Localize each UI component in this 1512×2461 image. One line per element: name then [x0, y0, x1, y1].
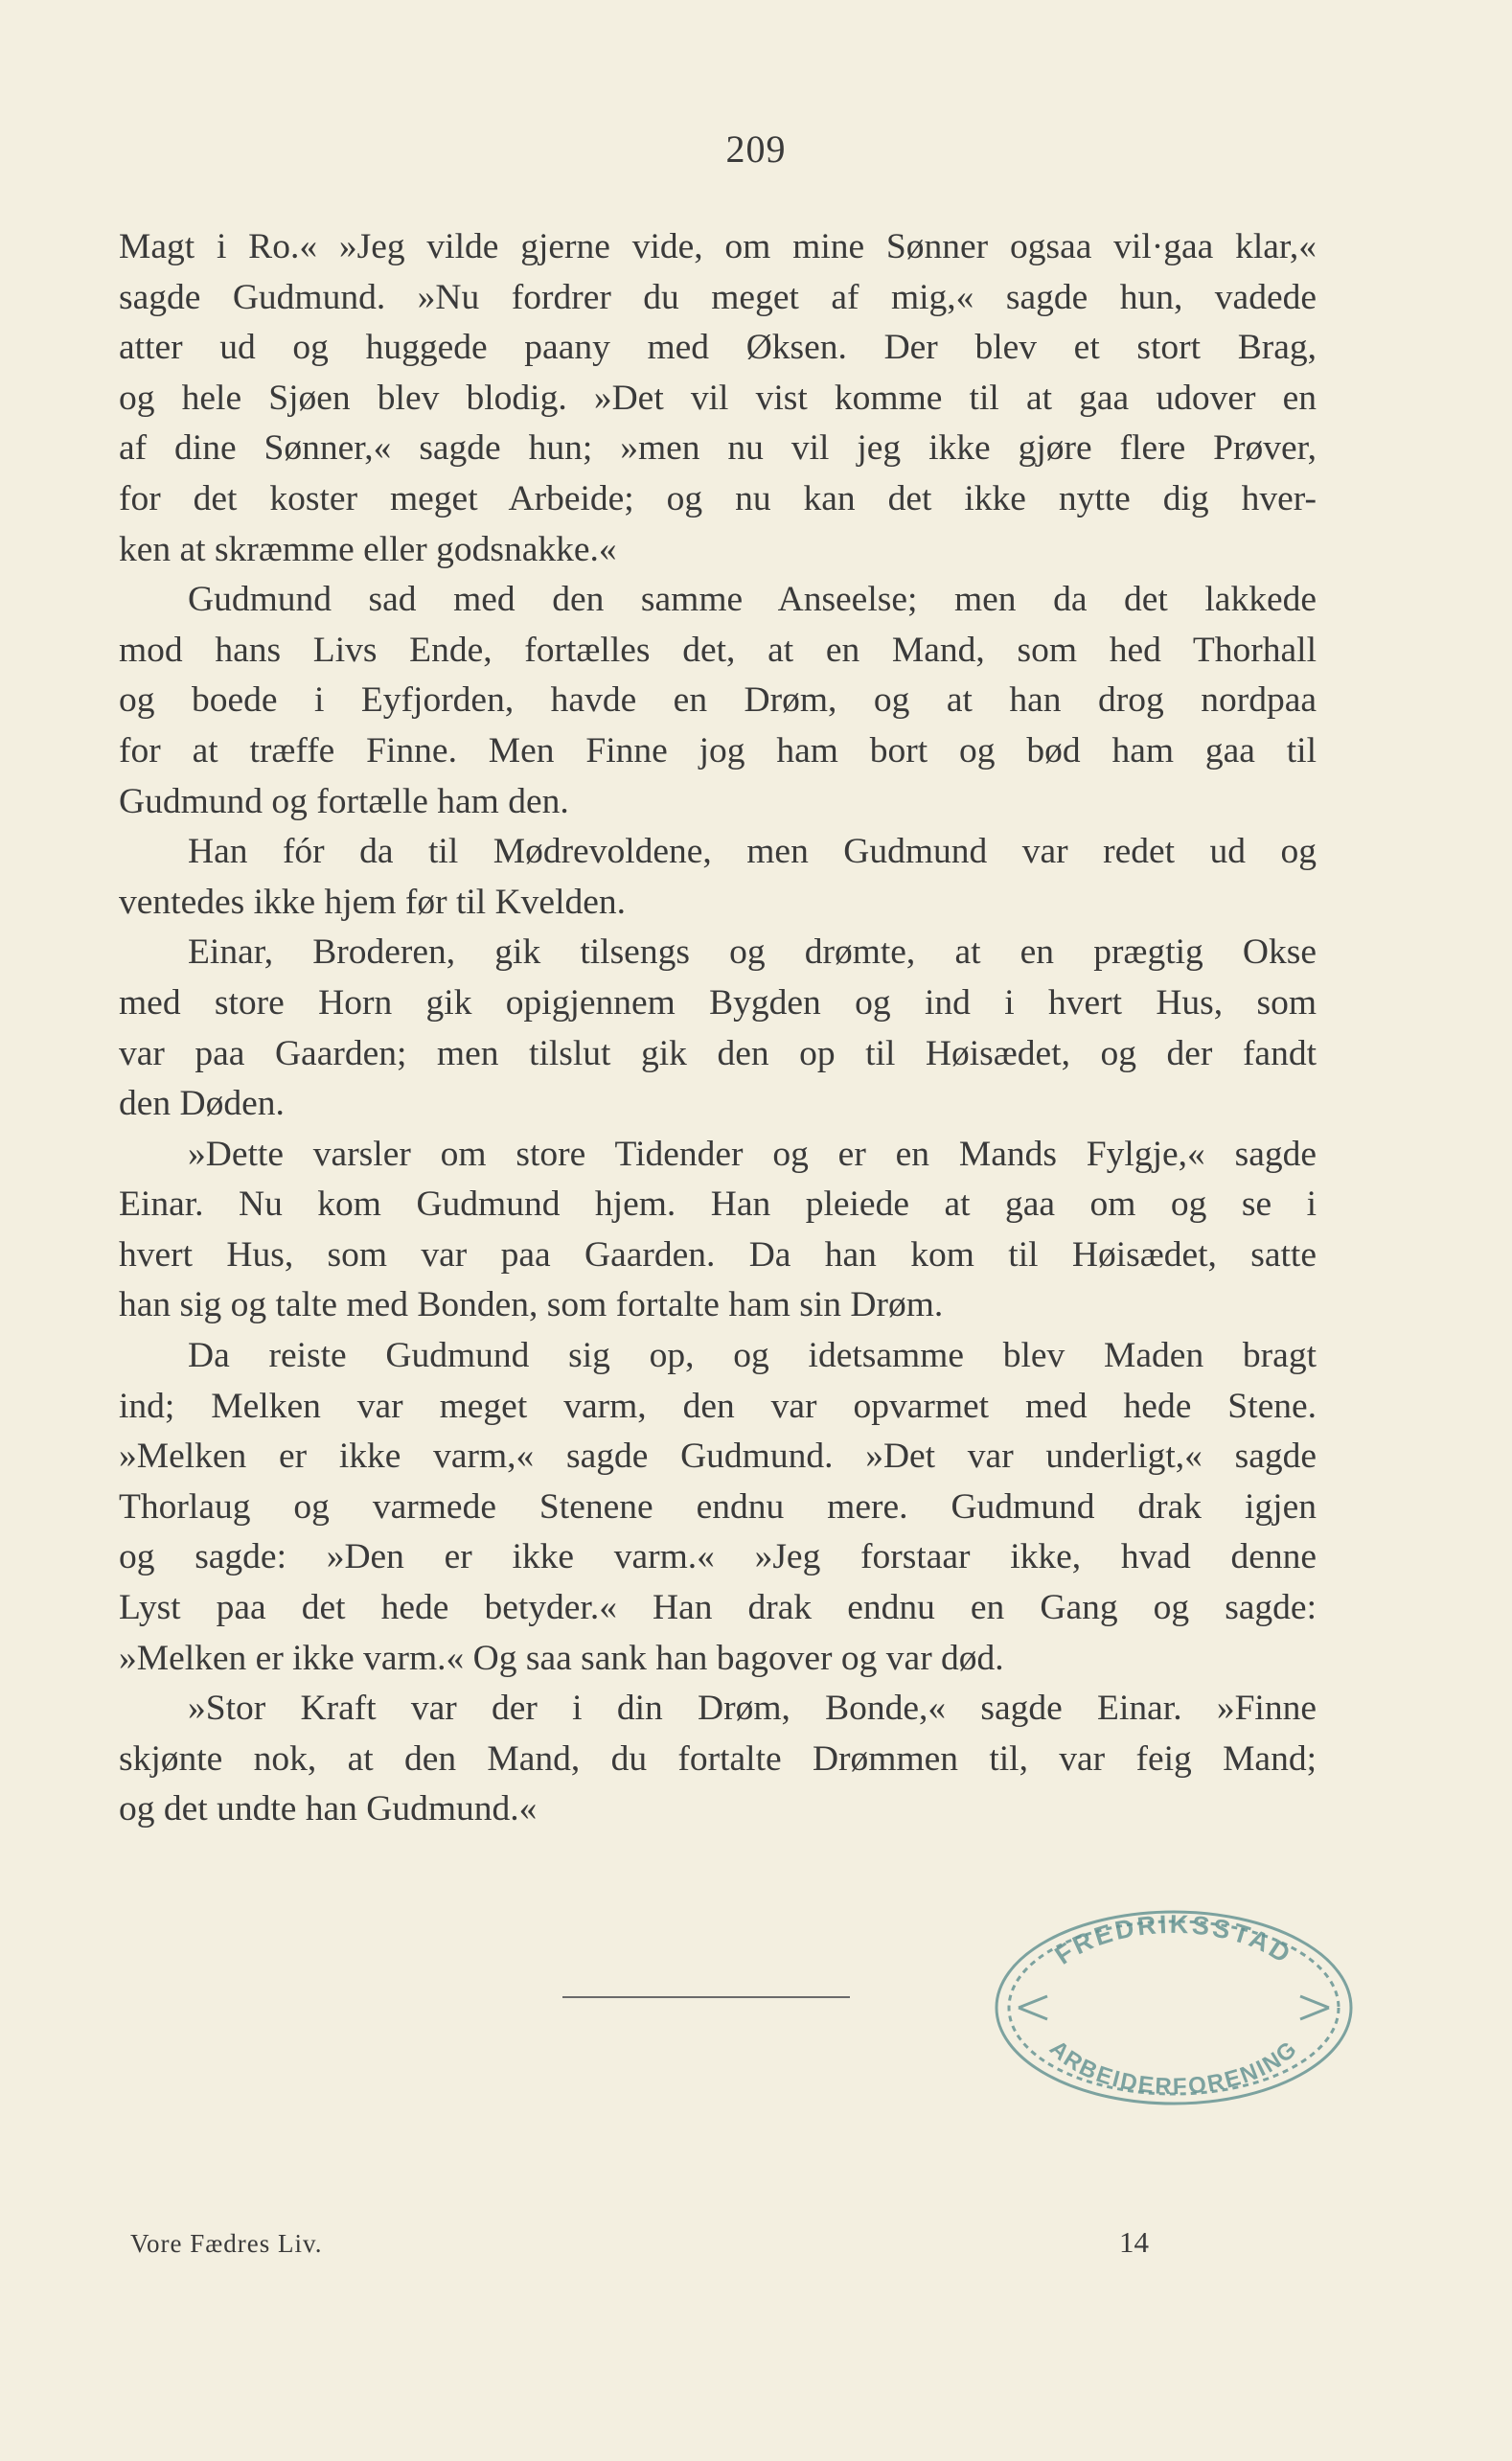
- text-line: »Melken er ikke varm.« Og saa sank han bagover og var død.: [119, 1638, 1004, 1678]
- text-line: og sagde: »Den er ikke varm.« »Jeg forstaar ikke, hvad denne: [119, 1537, 1317, 1577]
- text-line: Thorlaug og varmede Stenene endnu mere. Gudmund drak igjen: [119, 1486, 1317, 1527]
- text-line: og hele Sjøen blev blodig. »Det vil vist komme til at gaa udover en: [119, 378, 1317, 418]
- footer-signature-mark: 14: [1119, 2225, 1149, 2259]
- text-line: Han fór da til Mødrevoldene, men Gudmund var redet ud og: [188, 832, 1317, 872]
- text-line: Einar. Nu kom Gudmund hjem. Han pleiede at gaa om og se i: [119, 1184, 1317, 1225]
- text-line: skjønte nok, at den Mand, du fortalte Drømmen til, var feig Mand;: [119, 1738, 1317, 1779]
- paragraph: [119, 575, 1317, 827]
- text-line: og boede i Eyfjorden, havde en Drøm, og at han drog nordpaa: [119, 680, 1317, 721]
- text-line: ken at skræmme eller godsnakke.«: [119, 529, 617, 569]
- text-line: mod hans Livs Ende, fortælles det, at en Mand, som hed Thorhall: [119, 630, 1317, 670]
- text-line: Magt i Ro.« »Jeg vilde gjerne vide, om mine Sønner ogsaa vil·gaa klar,«: [119, 227, 1317, 266]
- text-line: for det koster meget Arbeide; og nu kan det ikke nytte dig hver-: [119, 478, 1317, 518]
- paragraph: [119, 1684, 1317, 1835]
- paragraph: [119, 1130, 1317, 1331]
- text-line: Gudmund og fortælle ham den.: [119, 781, 569, 821]
- stamp-left-mark: [1019, 1996, 1047, 2019]
- paragraph: [119, 928, 1317, 1129]
- text-line: Einar, Broderen, gik tilsengs og drømte, at en prægtig Okse: [188, 932, 1317, 973]
- text-line: Lyst paa det hede betyder.« Han drak endnu en Gang og sagde:: [119, 1588, 1317, 1628]
- paragraph: [119, 827, 1317, 928]
- text-line: sagde Gudmund. »Nu fordrer du meget af mig,« sagde hun, vadede: [119, 277, 1317, 317]
- paragraph: [119, 222, 1317, 575]
- text-line: og det undte han Gudmund.«: [119, 1789, 538, 1829]
- text-line: Da reiste Gudmund sig op, og idetsamme blev Maden bragt: [188, 1336, 1317, 1376]
- text-line: af dine Sønner,« sagde hun; »men nu vil jeg ikke gjøre flere Prøver,: [119, 428, 1317, 469]
- footer-book-title: Vore Fædres Liv.: [130, 2229, 323, 2258]
- text-line: var paa Gaarden; men tilslut gik den op til Høisædet, og der fandt: [119, 1033, 1317, 1073]
- svg-text:FREDRIKSSTAD: [1050, 1910, 1298, 1970]
- text-line: ventedes ikke hjem før til Kvelden.: [119, 882, 627, 922]
- text-line: »Stor Kraft var der i din Drøm, Bonde,« sagde Einar. »Finne: [188, 1689, 1317, 1729]
- text-line: han sig og talte med Bonden, som fortalte ham sin Drøm.: [119, 1285, 944, 1325]
- text-line: »Dette varsler om store Tidender og er en Mands Fylgje,« sagde: [188, 1134, 1317, 1174]
- text-line: ind; Melken var meget varm, den var opvarmet med hede Stene.: [119, 1386, 1317, 1426]
- text-line: hvert Hus, som var paa Gaarden. Da han kom til Høisædet, satte: [119, 1234, 1317, 1275]
- text-line: atter ud og huggede paany med Øksen. Der blev et stort Brag,: [119, 328, 1317, 368]
- page-number: 209: [725, 127, 787, 171]
- stamp-bottom-text: ARBEIDERFORENING: [1044, 2035, 1303, 2101]
- text-line: »Melken er ikke varm,« sagde Gudmund. »Det var underligt,« sagde: [119, 1437, 1317, 1477]
- text-line: med store Horn gik opigjennem Bygden og ind i hvert Hus, som: [119, 982, 1317, 1023]
- library-stamp: [973, 1893, 1375, 2113]
- paragraph: [119, 1331, 1317, 1684]
- text-line: for at træffe Finne. Men Finne jog ham bort og bød ham gaa til: [119, 730, 1317, 770]
- stamp-right-mark: [1300, 1996, 1329, 2019]
- text-line: den Døden.: [119, 1084, 285, 1124]
- stamp-top-text: FREDRIKSSTAD: [1049, 1909, 1298, 1970]
- body-text: [119, 222, 1317, 1835]
- section-divider: [562, 1996, 850, 1998]
- text-line: Gudmund sad med den samme Anseelse; men da det lakkede: [188, 580, 1317, 620]
